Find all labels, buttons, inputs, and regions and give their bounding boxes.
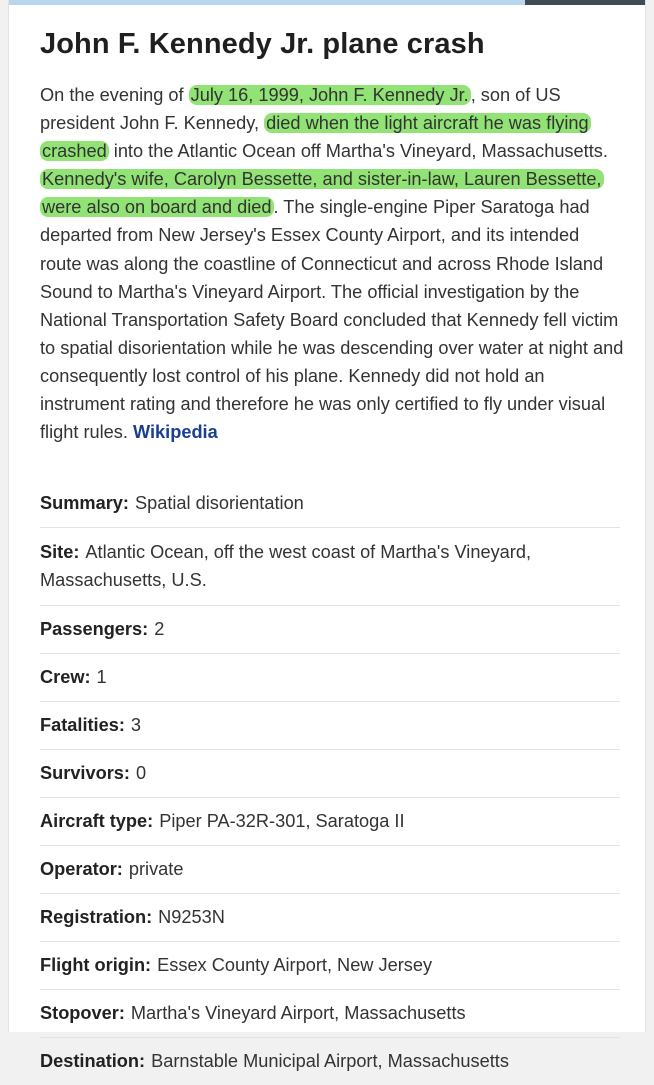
fact-row-registration <box>40 894 620 942</box>
description-text: . The single-engine Piper Saratoga had departed from New Jersey's Essex County Airport, and its intended route was along the coastline of Connecticut and across Rhode Island Sound to Martha's Vineyard Airport. The official investigation by the National Transportation Safety Board concluded that Kennedy fell victim to spatial disorientation while he was descending over water at night and consequently lost control of his plane. Kennedy did not hold an instrument rating and therefore he was only certified to fly under visual flight rules. <box>40 197 624 443</box>
panel-description <box>40 81 625 446</box>
fact-row-destination <box>40 1038 620 1085</box>
fact-label: Site: <box>40 542 80 562</box>
fact-label: Flight origin: <box>40 955 152 975</box>
fact-row-summary <box>40 480 620 528</box>
fact-label: Summary: <box>40 493 129 513</box>
fact-label: Fatalities: <box>40 715 125 735</box>
fact-row-site <box>40 528 620 606</box>
top-accent-bar-dark <box>525 0 645 5</box>
fact-row-flight-origin <box>40 942 620 990</box>
facts-list <box>40 480 620 1085</box>
description-text: On the evening of <box>40 85 189 105</box>
fact-row-passengers <box>40 606 620 654</box>
highlighted-text: died when the light aircraft he was flying crashed <box>42 113 589 162</box>
fact-value: Barnstable Municipal Airport, Massachusetts <box>151 1051 509 1071</box>
fact-label: Passengers: <box>40 619 149 639</box>
fact-label: Destination: <box>40 1051 146 1071</box>
fact-value: Martha's Vineyard Airport, Massachusetts <box>130 1003 466 1023</box>
fact-row-stopover <box>40 990 620 1038</box>
fact-row-operator <box>40 846 620 894</box>
description-text: , son of US president John F. Kennedy, <box>40 85 561 134</box>
fact-value: 1 <box>96 667 107 687</box>
fact-label: Aircraft type: <box>40 811 154 831</box>
knowledge-panel <box>8 0 646 1071</box>
fact-value: 2 <box>154 619 165 639</box>
fact-row-survivors <box>40 750 620 798</box>
fact-value: private <box>128 859 184 879</box>
panel-title: John F. Kennedy Jr. plane crash <box>40 28 485 60</box>
fact-value: N9253N <box>158 907 225 927</box>
fact-row-fatalities <box>40 702 620 750</box>
fact-label: Registration: <box>40 907 153 927</box>
description-text: into the Atlantic Ocean off Martha's Vineyard, Massachusetts. <box>108 141 608 162</box>
wikipedia-link[interactable]: Wikipedia <box>133 422 218 443</box>
fact-value: Spatial disorientation <box>134 493 304 513</box>
fact-label: Stopover: <box>40 1003 125 1023</box>
fact-row-crew <box>40 654 620 702</box>
fact-value: Piper PA-32R-301, Saratoga II <box>159 811 405 831</box>
highlighted-text: Kennedy's wife, Carolyn Bessette, and sister-in-law, Lauren Bessette, were also on board and died <box>42 169 602 218</box>
fact-value: Atlantic Ocean, off the west coast of Martha's Vineyard, Massachusetts, U.S. <box>40 542 532 590</box>
top-accent-bar <box>9 0 645 5</box>
highlighted-text: July 16, 1999, John F. Kennedy Jr. <box>190 85 469 105</box>
fact-label: Crew: <box>40 667 91 687</box>
fact-label: Survivors: <box>40 763 130 783</box>
fact-value: 3 <box>130 715 142 735</box>
fact-label: Operator: <box>40 859 123 879</box>
fact-row-aircraft-type <box>40 798 620 846</box>
fact-value: 0 <box>135 763 147 783</box>
fact-value: Essex County Airport, New Jersey <box>157 955 433 975</box>
